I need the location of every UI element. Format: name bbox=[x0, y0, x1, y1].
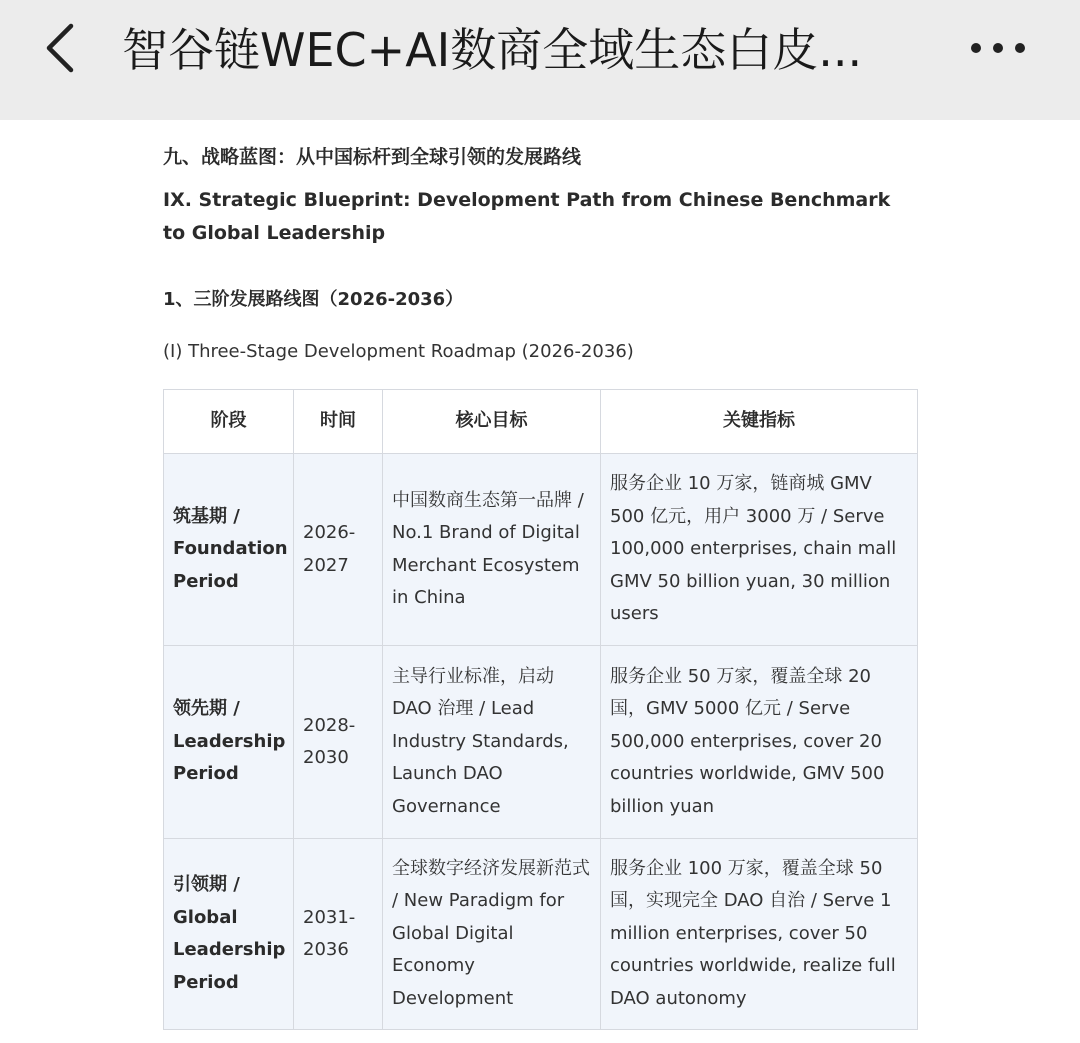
stage-cell: 领先期 / Leadership Period bbox=[164, 646, 294, 839]
time-cell: 2026-2027 bbox=[294, 454, 383, 646]
chevron-left-icon bbox=[43, 22, 77, 74]
metrics-cell: 服务企业 10 万家，链商城 GMV 500 亿元，用户 3000 万 / Serve 100,000 enterprises, chain mall GMV 50 billion yuan, 30 million users bbox=[601, 454, 918, 646]
top-navigation-bar bbox=[0, 0, 1080, 120]
goal-cell: 全球数字经济发展新范式 / New Paradigm for Global Digital Economy Development bbox=[383, 839, 601, 1030]
page-title: 智谷链WEC+AI数商全域生态白皮... bbox=[122, 23, 863, 77]
stage-cell: 筑基期 / Foundation Period bbox=[164, 454, 294, 646]
more-horizontal-icon bbox=[968, 41, 1028, 55]
metrics-cell: 服务企业 100 万家，覆盖全球 50 国，实现完全 DAO 自治 / Serve 1 million enterprises, cover 50 countries worldwide, realize full DAO autonomy bbox=[601, 839, 918, 1030]
subsection-heading-en: (I) Three-Stage Development Roadmap (2026-2036) bbox=[163, 341, 634, 362]
goal-cell: 中国数商生态第一品牌 / No.1 Brand of Digital Merchant Ecosystem in China bbox=[383, 454, 601, 646]
section-heading-en: IX. Strategic Blueprint: Development Path from Chinese Benchmark to Global Leadership bbox=[163, 189, 891, 244]
goal-cell: 主导行业标准，启动 DAO 治理 / Lead Industry Standards, Launch DAO Governance bbox=[383, 646, 601, 839]
column-header-time: 时间 bbox=[294, 390, 383, 454]
column-header-goal: 核心目标 bbox=[383, 390, 601, 454]
column-header-metrics: 关键指标 bbox=[601, 390, 918, 454]
roadmap-table bbox=[163, 389, 918, 1030]
back-button[interactable] bbox=[30, 18, 90, 78]
stage-cell: 引领期 / Global Leadership Period bbox=[164, 839, 294, 1030]
table-row bbox=[164, 839, 918, 1030]
table-row bbox=[164, 646, 918, 839]
metrics-cell: 服务企业 50 万家，覆盖全球 20 国，GMV 5000 亿元 / Serve 500,000 enterprises, cover 20 countries worldwide, GMV 500 billion yuan bbox=[601, 646, 918, 839]
time-cell: 2031-2036 bbox=[294, 839, 383, 1030]
table-row bbox=[164, 454, 918, 646]
subsection-heading-cn: 1、三阶发展路线图（2026-2036） bbox=[163, 289, 464, 310]
time-cell: 2028-2030 bbox=[294, 646, 383, 839]
column-header-stage: 阶段 bbox=[164, 390, 294, 454]
section-heading-cn: 九、战略蓝图：从中国标杆到全球引领的发展路线 bbox=[163, 146, 582, 168]
more-options-button[interactable] bbox=[962, 28, 1034, 68]
table-header-row bbox=[164, 390, 918, 454]
